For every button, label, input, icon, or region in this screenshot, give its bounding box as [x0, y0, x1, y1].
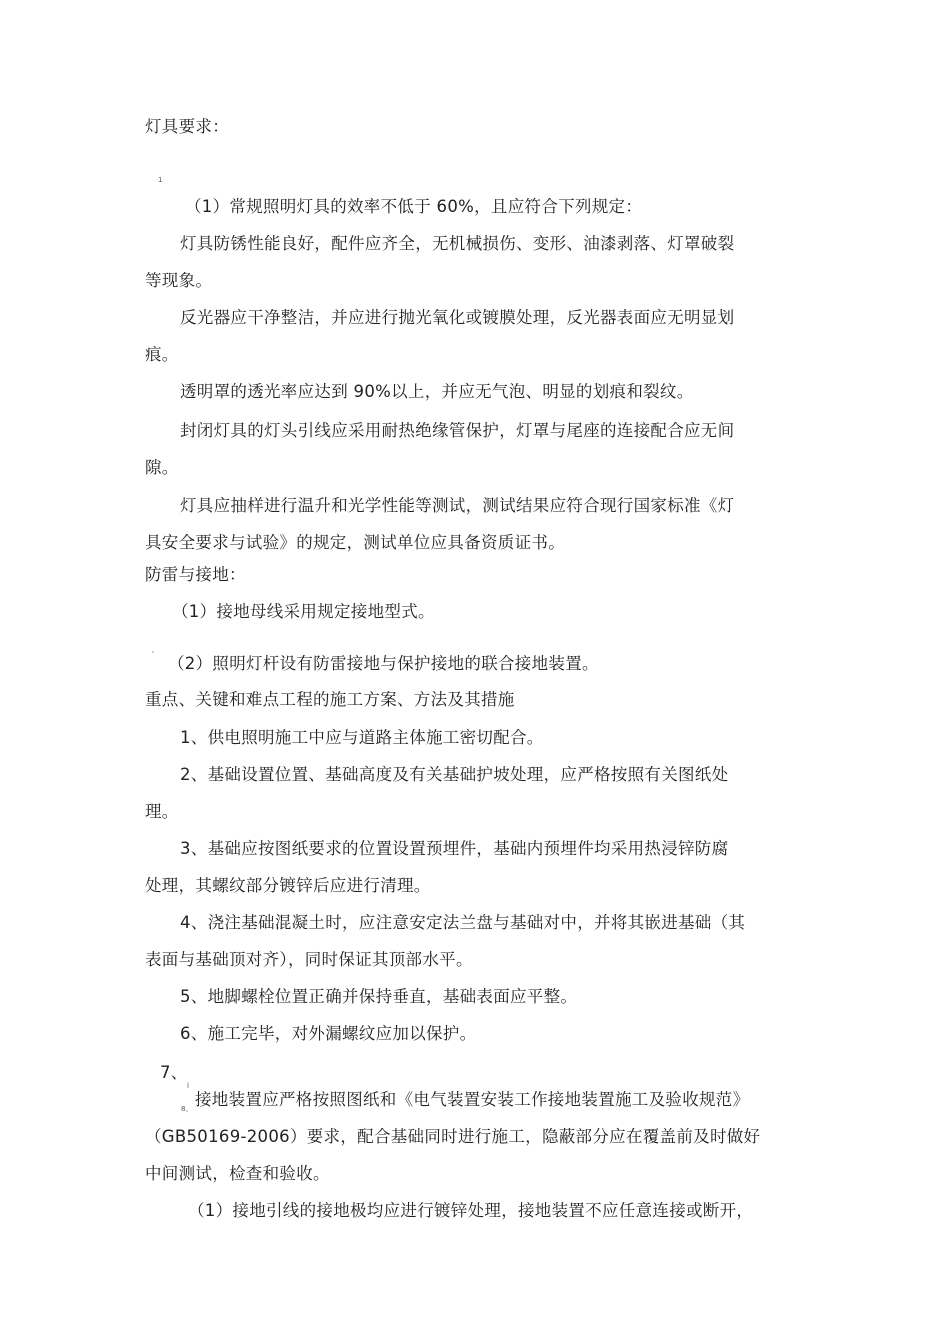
- footnote-mark: ': [152, 650, 154, 658]
- paragraph-line: 灯具应抽样进行温升和光学性能等测试，测试结果应符合现行国家标准《灯: [180, 496, 735, 515]
- paragraph-line: 具安全要求与试验》的规定，测试单位应具备资质证书。: [145, 533, 565, 552]
- paragraph-line: 封闭灯具的灯头引线应采用耐热绝缘管保护，灯罩与尾座的连接配合应无间: [180, 421, 735, 440]
- heading-lamp-requirements: 灯具要求：: [145, 117, 229, 136]
- paragraph-line: 1、供电照明施工中应与道路主体施工密切配合。: [180, 728, 544, 747]
- paragraph-line: 2、基础设置位置、基础高度及有关基础护坡处理，应严格按照有关图纸处: [180, 765, 729, 784]
- paragraph-line: 5、地脚螺栓位置正确并保持垂直，基础表面应平整。: [180, 987, 578, 1006]
- paragraph-line: 处理，其螺纹部分镀锌后应进行清理。: [145, 876, 431, 895]
- paragraph-line: 隙。: [145, 458, 179, 477]
- heading-key-works: 重点、关键和难点工程的施工方案、方法及其措施: [145, 690, 515, 709]
- paragraph-line: 等现象。: [145, 271, 213, 290]
- heading-lightning-grounding: 防雷与接地：: [145, 565, 246, 584]
- footnote-mark: 1: [158, 176, 163, 184]
- paragraph-line: 接地装置应严格按照图纸和《电气装置安装工作接地装置施工及验收规范》: [195, 1090, 750, 1109]
- paragraph-line: 透明罩的透光率应达到 90%以上，并应无气泡、明显的划痕和裂纹。: [180, 382, 694, 401]
- paragraph-line: 反光器应干净整洁，并应进行抛光氧化或镀膜处理，反光器表面应无明显划: [180, 308, 735, 327]
- paragraph-line: 4、浇注基础混凝土时，应注意安定法兰盘与基础对中，并将其嵌进基础（其: [180, 913, 746, 932]
- paragraph-line: 7、: [160, 1063, 188, 1082]
- paragraph-line: 理。: [145, 802, 179, 821]
- paragraph-line: （GB50169-2006）要求，配合基础同时进行施工，隐蔽部分应在覆盖前及时做好: [145, 1127, 761, 1146]
- paragraph-line: 痕。: [145, 345, 179, 364]
- footnote-mark: 8、: [181, 1105, 193, 1113]
- paragraph-line: 中间测试，检查和验收。: [145, 1164, 330, 1183]
- paragraph-line: （1）接地母线采用规定接地型式。: [172, 602, 435, 621]
- footnote-mark: l: [187, 1082, 189, 1090]
- paragraph-line: （1）常规照明灯具的效率不低于 60%，且应符合下列规定：: [185, 197, 643, 216]
- paragraph-line: 3、基础应按图纸要求的位置设置预埋件，基础内预埋件均采用热浸锌防腐: [180, 839, 729, 858]
- paragraph-line: 表面与基础顶对齐），同时保证其顶部水平。: [145, 950, 473, 969]
- paragraph-line: （2）照明灯杆设有防雷接地与保护接地的联合接地装置。: [168, 654, 599, 673]
- paragraph-line: 6、施工完毕，对外漏螺纹应加以保护。: [180, 1024, 477, 1043]
- paragraph-line: 灯具防锈性能良好，配件应齐全，无机械损伤、变形、油漆剥落、灯罩破裂: [180, 234, 735, 253]
- paragraph-line: （1）接地引线的接地极均应进行镀锌处理，接地装置不应任意连接或断开，: [188, 1201, 754, 1220]
